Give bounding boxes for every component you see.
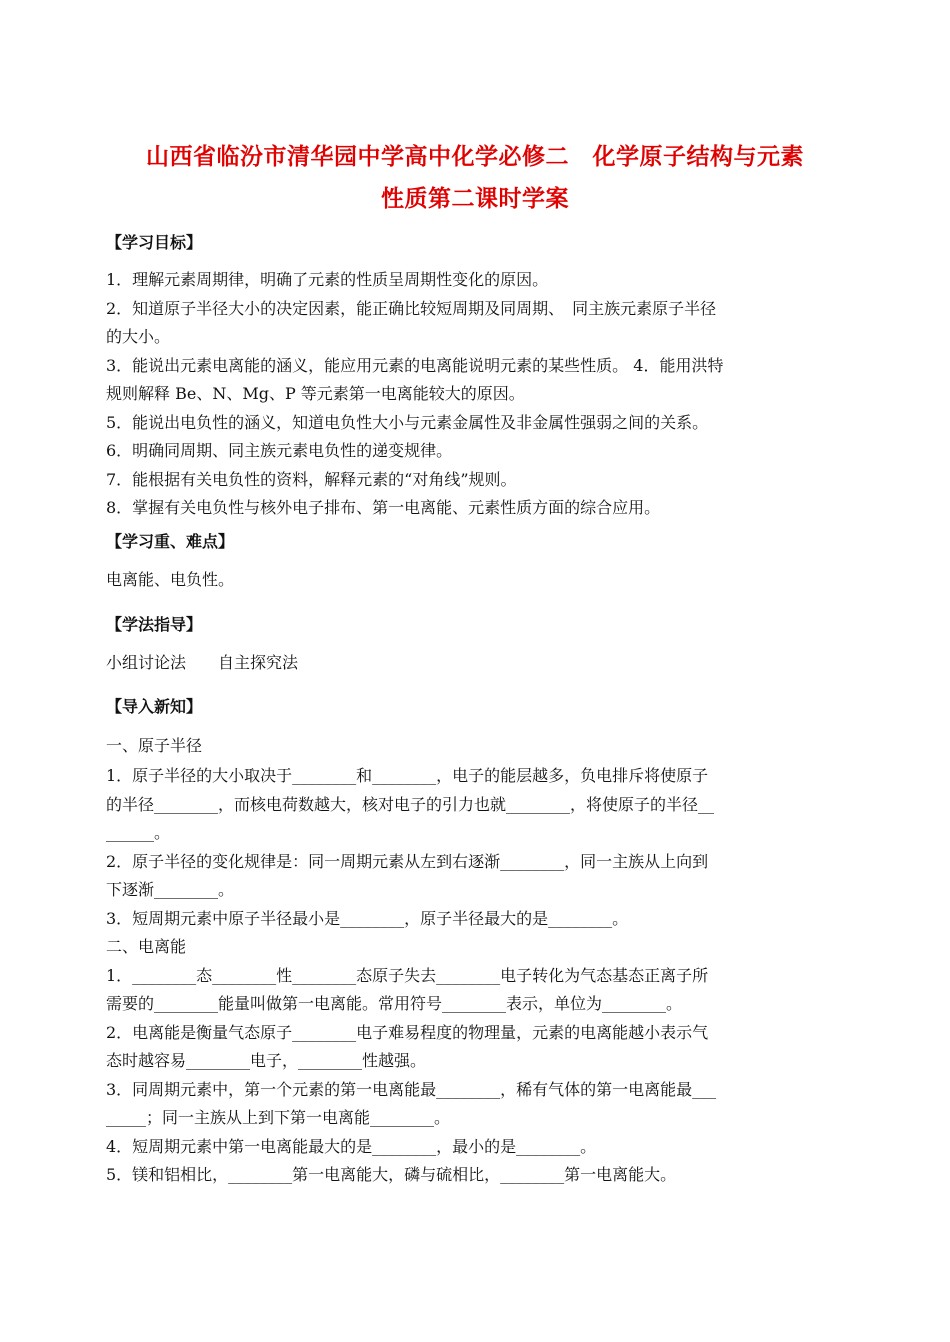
objective-line: 3．能说出元素电离能的涵义，能应用元素的电离能说明元素的某些性质。 4．能用洪特 [106,356,724,375]
methods-heading: 【学法指导】 [106,615,203,634]
objective-line: 6．明确同周期、同主族元素电负性的递变规律。 [106,441,453,460]
key-points-text: 电离能、电负性。 [106,570,235,589]
objectives-heading: 【学习目标】 [106,233,203,252]
key-points-heading: 【学习重、难点】 [106,532,235,551]
objective-line: 5．能说出电负性的涵义，知道电负性大小与元素金属性及非金属性强弱之间的关系。 [106,413,709,432]
document-title-line1: 山西省临汾市清华园中学高中化学必修二 化学原子结构与元素 [146,144,804,170]
document-title-line2: 性质第二课时学案 [381,186,569,212]
methods-text: 小组讨论法 自主探究法 [106,653,299,672]
objective-line: 规则解释 Be、N、Mg、P 等元素第一电离能较大的原因。 [106,384,525,403]
intro-line: 态时越容易________电子，________性越强。 [106,1051,427,1070]
objective-line: 2．知道原子半径大小的决定因素，能正确比较短周期及同周期、 同主族元素原子半径 [106,299,717,318]
intro-line: 2．电离能是衡量气态原子________电子难易程度的物理量，元素的电离能越小表示气 [106,1023,709,1042]
intro-line: 5．镁和铝相比，________第一电离能大，磷与硫相比，________第一电离能大。 [106,1165,677,1184]
intro-line: 1．原子半径的大小取决于________和________，电子的能层越多，负电排斥将使原子 [106,766,709,785]
intro-line: 需要的________能量叫做第一电离能。常用符号________表示，单位为________。 [106,994,683,1013]
intro-line: 1．________态________性________态原子失去________电子转化为气态基态正离子所 [106,966,709,985]
intro-line: _____；同一主族从上到下第一电离能________。 [106,1108,451,1127]
objective-line: 的大小。 [106,327,171,346]
objective-line: 7．能根据有关电负性的资料，解释元素的“对角线”规则。 [106,470,517,489]
intro-line: 3．短周期元素中原子半径最小是________，原子半径最大的是________。 [106,909,629,928]
intro-line: 下逐渐________。 [106,880,235,899]
intro-line: 4．短周期元素中第一电离能最大的是________，最小的是________。 [106,1137,597,1156]
intro-line: 的半径________，而核电荷数越大，核对电子的引力也就________，将使原子的半径__ [106,795,715,814]
intro-line: ______。 [106,823,171,842]
intro-line: 2．原子半径的变化规律是：同一周期元素从左到右逐渐________，同一主族从上向到 [106,852,709,871]
intro-heading: 【导入新知】 [106,697,203,716]
intro-line: 3．同周期元素中，第一个元素的第一电离能最________，稀有气体的第一电离能最___ [106,1080,717,1099]
objective-line: 8．掌握有关电负性与核外电子排布、第一电离能、元素性质方面的综合应用。 [106,498,661,517]
intro-line: 一、原子半径 [106,736,203,755]
objective-line: 1．理解元素周期律，明确了元素的性质呈周期性变化的原因。 [106,270,549,289]
intro-line: 二、电离能 [106,937,187,956]
